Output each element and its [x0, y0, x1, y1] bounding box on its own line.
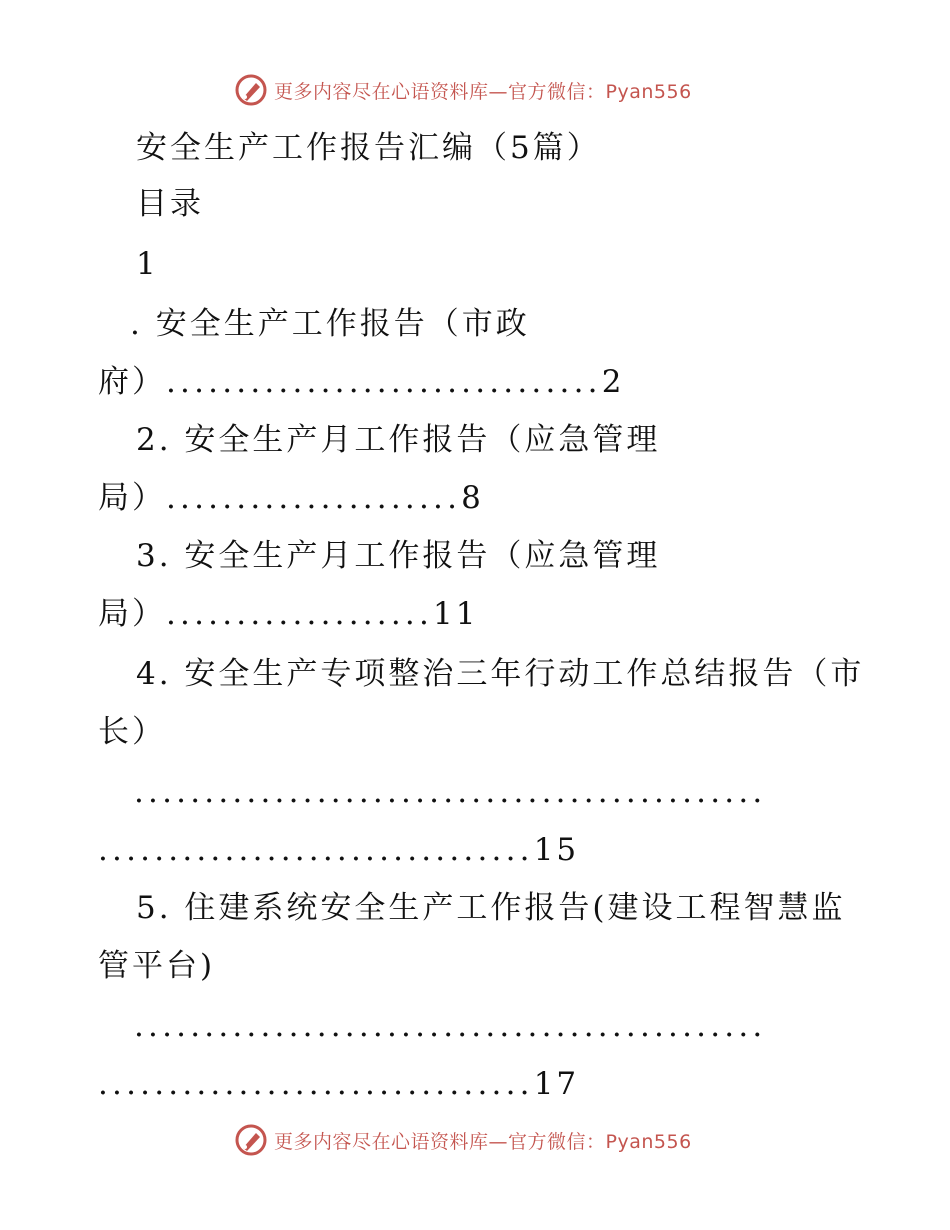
toc-entry-4-title-end: 长） — [98, 714, 166, 750]
toc-entry-1-continuation — [98, 360, 624, 404]
toc-entry-1-number: 1 — [136, 246, 159, 282]
toc-leader-dots: ................... — [166, 596, 434, 632]
toc-heading: 目录 — [136, 186, 204, 222]
toc-entry-1-page: 2 — [601, 364, 625, 400]
pen-logo-icon — [234, 73, 268, 107]
toc-entry-3-page: 11 — [433, 596, 479, 632]
toc-entry-4-title: 4. 安全生产专项整治三年行动工作总结报告（市 — [136, 656, 865, 692]
toc-entry-5-title-end: 管平台) — [98, 948, 216, 984]
toc-leader-dots: ..................... — [166, 480, 462, 516]
toc-entry-4-page: 15 — [533, 832, 580, 868]
toc-entry-1-title: . 安全生产工作报告（市政 — [130, 306, 530, 342]
toc-leader-dots: ............................................. — [134, 774, 767, 810]
toc-leader-dots: ............................................. — [134, 1008, 767, 1044]
toc-entry-1-title-end: 府） — [98, 364, 166, 400]
toc-entry-3-title-end: 局） — [98, 596, 166, 632]
toc-entry-2-title-end: 局） — [98, 480, 166, 516]
toc-leader-dots: ............................... — [98, 832, 534, 868]
watermark-banner-bottom — [234, 1122, 692, 1158]
toc-entry-4-page-line — [98, 828, 579, 872]
toc-entry-5-title: 5. 住建系统安全生产工作报告(建设工程智慧监 — [136, 890, 846, 926]
toc-entry-2-title: 2. 安全生产月工作报告（应急管理 — [136, 422, 661, 458]
toc-entry-5-page: 17 — [533, 1066, 580, 1102]
toc-leader-dots: ............................... — [166, 364, 602, 400]
document-title: 安全生产工作报告汇编（5篇） — [136, 130, 601, 166]
watermark-text: 更多内容尽在心语资料库—官方微信：Pyan556 — [274, 80, 692, 103]
pen-logo-icon — [234, 1123, 268, 1157]
watermark-text: 更多内容尽在心语资料库—官方微信：Pyan556 — [274, 1130, 692, 1153]
toc-entry-2-continuation — [98, 476, 484, 520]
toc-entry-3-title: 3. 安全生产月工作报告（应急管理 — [136, 538, 661, 574]
toc-entry-5-page-line — [98, 1062, 579, 1106]
toc-entry-2-page: 8 — [461, 480, 484, 516]
toc-leader-dots: ............................... — [98, 1066, 534, 1102]
watermark-banner-top — [234, 72, 692, 108]
toc-entry-3-continuation — [98, 592, 478, 636]
